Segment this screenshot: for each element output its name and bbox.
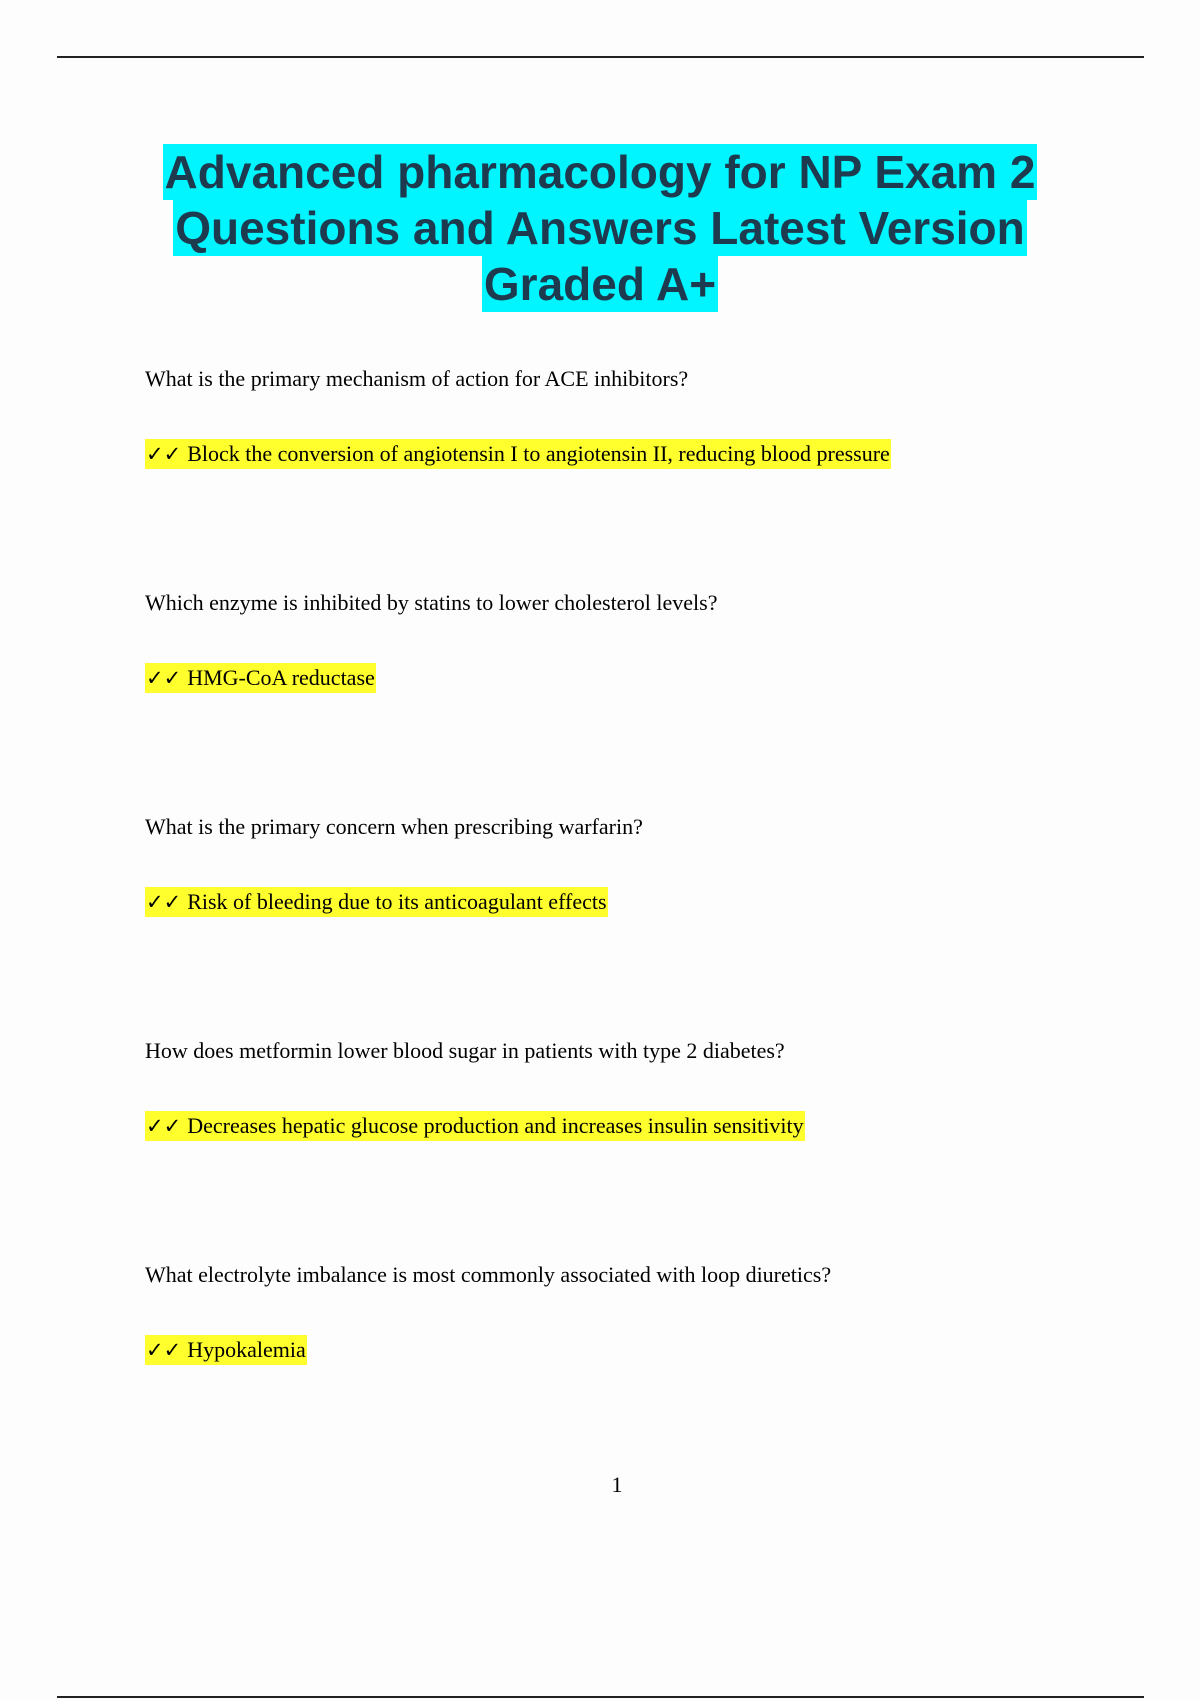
qa-item	[145, 1260, 1105, 1484]
answer	[145, 1335, 1105, 1365]
question-text: How does metformin lower blood sugar in patients with type 2 diabetes?	[145, 1038, 785, 1063]
question-text: Which enzyme is inhibited by statins to lower cholesterol levels?	[145, 590, 718, 615]
answer-highlight	[145, 1335, 307, 1365]
qa-item	[145, 364, 1105, 588]
answer-highlight	[145, 439, 891, 469]
question-text: What is the primary concern when prescribing warfarin?	[145, 814, 643, 839]
qa-item	[145, 588, 1105, 812]
answer	[145, 887, 1105, 917]
answer	[145, 663, 1105, 693]
double-check-icon: ✓✓	[146, 890, 182, 914]
top-rule	[57, 56, 1144, 58]
answer-highlight	[145, 1111, 805, 1141]
answer-text: Hypokalemia	[187, 1337, 306, 1362]
title-line: Questions and Answers Latest Version	[175, 202, 1025, 254]
answer-highlight	[145, 887, 608, 917]
qa-item	[145, 812, 1105, 1036]
double-check-icon: ✓✓	[146, 1338, 182, 1362]
title-line: Advanced pharmacology for NP Exam 2	[164, 146, 1036, 198]
double-check-icon: ✓✓	[146, 442, 182, 466]
document-title	[100, 144, 1100, 312]
double-check-icon: ✓✓	[146, 666, 182, 690]
question-text: What is the primary mechanism of action for ACE inhibitors?	[145, 366, 689, 391]
answer-text: Risk of bleeding due to its anticoagulant effects	[187, 889, 607, 914]
answer-text: Block the conversion of angiotensin I to angiotensin II, reducing blood pressure	[187, 441, 890, 466]
answer	[145, 1111, 1105, 1141]
qa-list	[145, 364, 1105, 1484]
double-check-icon: ✓✓	[146, 1114, 182, 1138]
answer	[145, 439, 1105, 469]
title-line: Graded A+	[483, 258, 717, 310]
question-text: What electrolyte imbalance is most commonly associated with loop diuretics?	[145, 1262, 832, 1287]
qa-item	[145, 1036, 1105, 1260]
answer-text: HMG-CoA reductase	[187, 665, 375, 690]
answer-text: Decreases hepatic glucose production and increases insulin sensitivity	[187, 1113, 804, 1138]
answer-highlight	[145, 663, 376, 693]
bottom-rule	[57, 1696, 1144, 1698]
page-number: 1	[611, 1472, 623, 1497]
